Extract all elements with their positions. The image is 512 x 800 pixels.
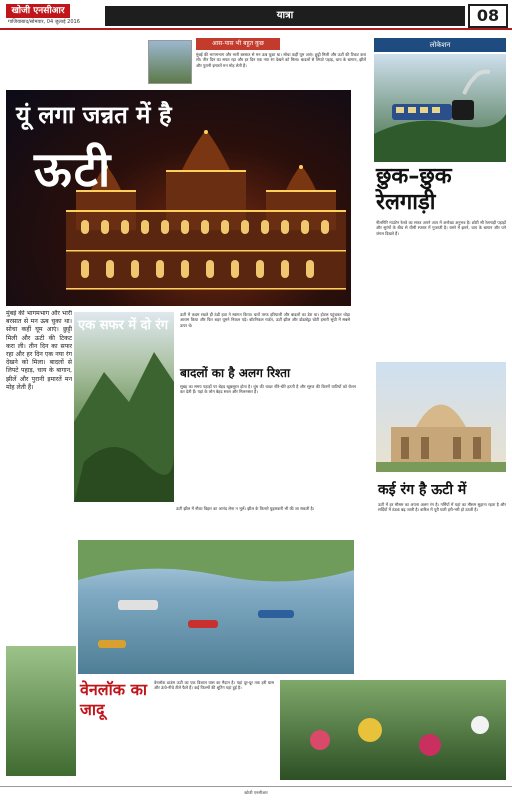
section-title: यात्रा — [105, 6, 465, 26]
page-header — [0, 0, 512, 30]
toy-train-photo — [374, 54, 506, 162]
kai-rang-subhead: कई रंग है ऊटी में — [378, 482, 467, 498]
footer: खोजी एनसीआर — [0, 786, 512, 800]
wenlock-text: वेनलॉक डाउंस ऊटी का एक विशाल घास का मैदान है। यहां दूर-दूर तक हरी घास और ऊंचे-नीचे टीले फैले हैं। कई फिल्मों की शूटिंग यहां हुई है। — [154, 680, 274, 691]
safar-subhead: एक सफर में दो रंग — [78, 318, 169, 333]
location-heading: लोकेशन — [374, 38, 506, 52]
nearby-text: मुंबई की भागमभाग और भारी बरसात से मन ऊब चुका था। सोचा कहीं घूम आएं। छुट्टी मिली और ऊटी की टिकट करा ली। तीन दिन का सफर रहा और हर दिन एक नया रंग देखने को मिला। बादलों से लिपटे पहाड़, चाय के बागान, झीलें और पुरानी इमारतें मन मोह लेती हैं। — [196, 52, 366, 68]
nearby-heading: आस-पास भी बहुत कुछ — [196, 38, 280, 50]
temple-photo — [376, 362, 506, 472]
nearby-photo-1 — [148, 40, 192, 84]
masthead-logo: खोजी एनसीआर — [6, 4, 70, 18]
khubsurat-subhead: खूबसूरत शहर — [80, 507, 136, 520]
badal-subhead: बादलों का है अलग रिश्ता — [180, 366, 291, 380]
lake-text: ऊटी झील में नौका विहार का आनंद लेना न भूलें। झील के किनारे घुड़सवारी भी की जा सकती है। — [176, 506, 315, 511]
garden-photo — [6, 646, 76, 776]
rail-heading-line2: रेलगाड़ी — [376, 190, 436, 215]
hero-palace-photo — [6, 90, 351, 306]
rail-text: नीलगिरि माउंटेन रेलवे का सफर अपने आप में अनोखा अनुभव है। छोटी सी रेलगाड़ी पहाड़ों और सुरंगों के बीच से धीमी रफ्तार में गुजरती है। रास्ते में झरने, चाय के बागान और घने जंगल दिखते हैं। — [376, 220, 506, 236]
date-line: गाजियाबाद/सोमवार, 04 जुलाई 2016 — [8, 19, 80, 25]
hero-title-line2: ऊटी — [34, 142, 113, 198]
column-a: ऊटी में कदम रखते ही ठंडी हवा ने स्वागत किया। चारों तरफ हरियाली और बादलों का डेरा था। होटल पहुंचकर थोड़ा आराम किया और फिर शहर घूमने निकल पड़े। बॉटनिकल गार्डन, ऊटी झील और डोडाबेट्टा चोटी हमारी सूची में सबसे ऊपर थे। — [180, 312, 350, 328]
rail-heading — [376, 164, 506, 216]
intro-column: मुंबई की भागमभाग और भारी बरसात से मन ऊब चुका था। सोचा कहीं घूम आएं। छुट्टी मिली और ऊटी की टिकट करा ली। तीन दिन का सफर रहा और हर दिन एक नया रंग देखने को मिला। बादलों से लिपटे पहाड़, चाय के बागान, झीलें और पुरानी इमारतें मन मोह लेती हैं। — [6, 310, 72, 391]
flower-photo — [280, 680, 506, 780]
page-number: 08 — [468, 4, 508, 28]
lake-photo — [78, 540, 354, 674]
rail-heading-line1: छुक–छुक — [376, 164, 452, 189]
wenlock-subhead: वेनलॉक का जादू — [80, 680, 148, 719]
hero-title-line1: यूं लगा जन्नत में है — [16, 100, 172, 129]
kai-rang-text: ऊटी में हर मौसम का अपना अलग रंग है। गर्मियों में यहां का मौसम सुहाना रहता है और सर्दियों में ठंडक बढ़ जाती है। बारिश में पूरी घाटी हरी-भरी हो उठती है। — [378, 502, 506, 513]
mountain-photo — [74, 312, 174, 502]
column-b: सुबह का समय पहाड़ों पर बेहद खूबसूरत होता है। धुंध की चादर धीरे-धीरे हटती है और सूरज की किरणें घाटियों को रोशन कर देती हैं। यहां के लोग बेहद सरल और मिलनसार हैं। — [180, 384, 356, 395]
